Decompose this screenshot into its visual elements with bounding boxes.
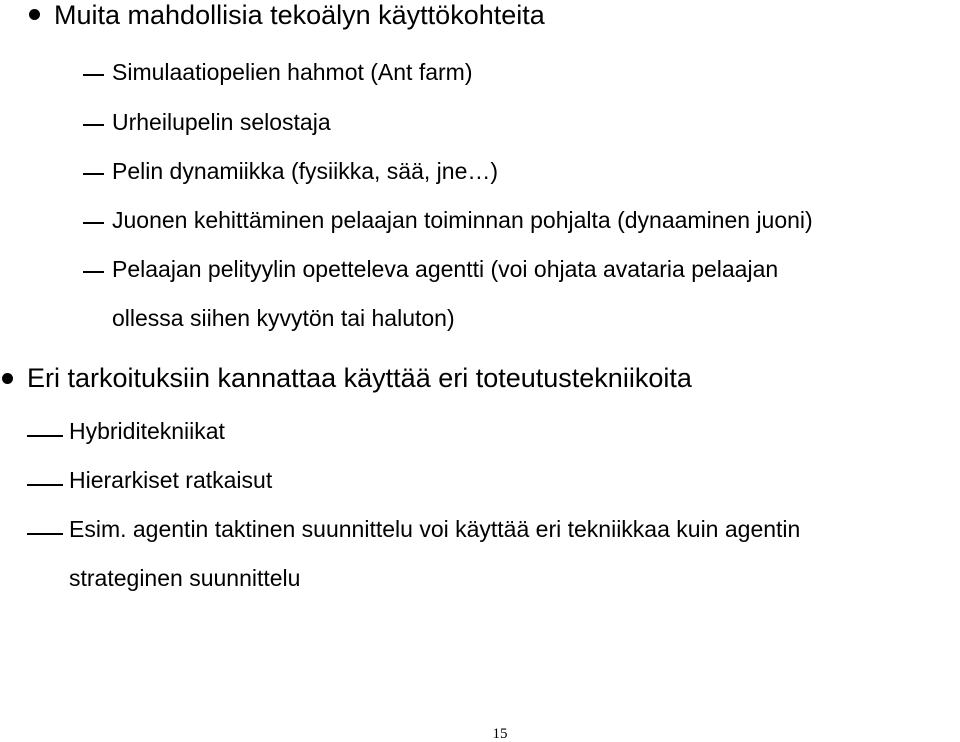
list-item-continuation: strateginen suunnittelu <box>69 565 301 591</box>
list-item: Hierarkiset ratkaisut <box>69 467 273 493</box>
page-number: 15 <box>492 726 508 742</box>
list-item: Simulaatiopelien hahmot (Ant farm) <box>112 59 473 85</box>
bullet-icon <box>2 373 13 384</box>
dash-icon <box>27 484 63 486</box>
dash-icon <box>27 435 63 437</box>
bullet-icon <box>29 9 40 20</box>
list-item-continuation: ollessa siihen kyvytön tai haluton) <box>112 305 455 331</box>
section-heading: Muita mahdollisia tekoälyn käyttökohteita <box>54 0 545 30</box>
dash-icon <box>83 74 104 76</box>
dash-icon <box>83 173 104 175</box>
dash-icon <box>83 271 104 273</box>
section-heading: Eri tarkoituksiin kannattaa käyttää eri toteutustekniikoita <box>27 363 692 393</box>
list-item: Pelin dynamiikka (fysiikka, sää, jne…) <box>112 158 499 184</box>
list-item: Urheilupelin selostaja <box>112 109 331 135</box>
list-item: Hybriditekniikat <box>69 418 225 444</box>
dash-icon <box>83 222 104 224</box>
list-item: Juonen kehittäminen pelaajan toiminnan pohjalta (dynaaminen juoni) <box>112 207 813 233</box>
dash-icon <box>83 124 104 126</box>
dash-icon <box>27 533 63 535</box>
list-item: Pelaajan pelityylin opetteleva agentti (voi ohjata avataria pelaajan <box>112 256 779 282</box>
list-item: Esim. agentin taktinen suunnittelu voi käyttää eri tekniikkaa kuin agentin <box>69 516 801 542</box>
